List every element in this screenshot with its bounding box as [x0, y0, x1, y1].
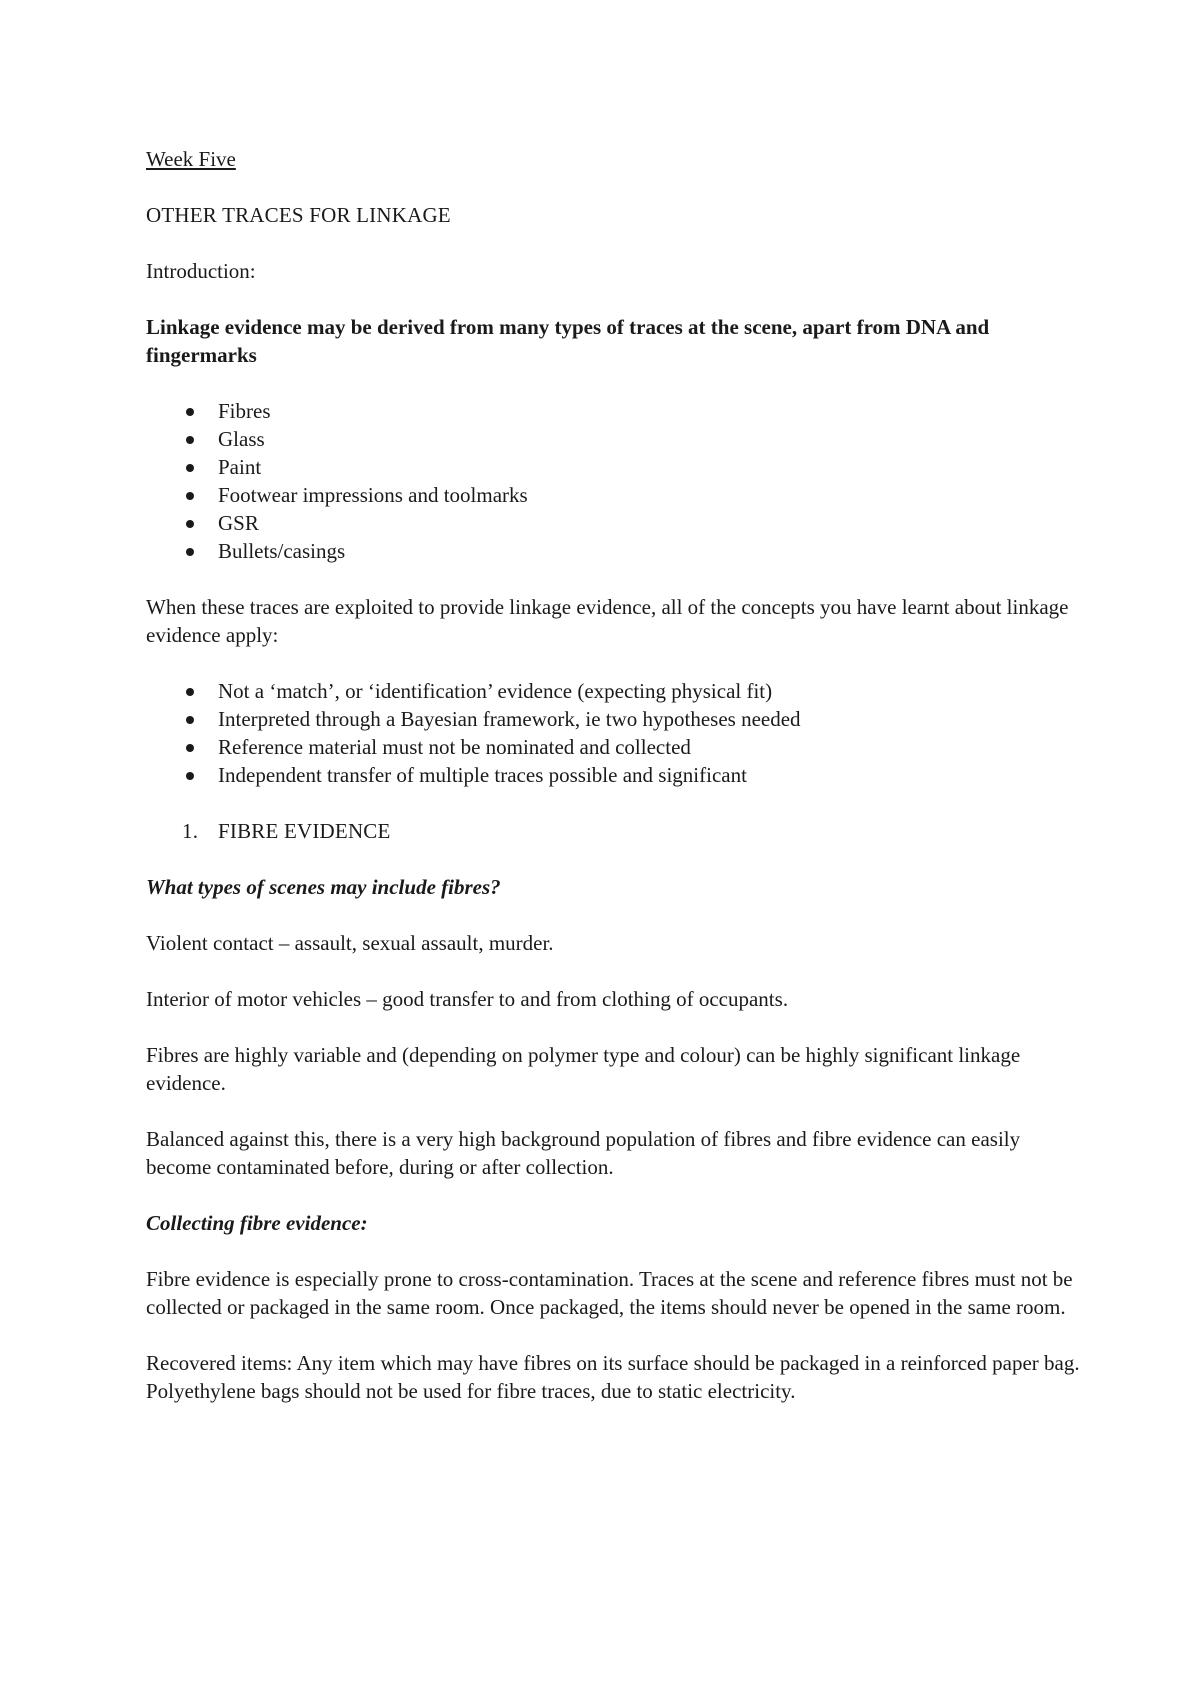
- list-item-text: GSR: [218, 511, 259, 535]
- collecting-heading: Collecting fibre evidence:: [146, 1211, 368, 1235]
- list-item: [146, 537, 1086, 565]
- question-heading: What types of scenes may include fibres?: [146, 875, 501, 899]
- list-item-text: Reference material must not be nominated and collected: [218, 735, 691, 759]
- lead-statement: Linkage evidence may be derived from many types of traces at the scene, apart from DNA and fingermarks: [146, 315, 990, 367]
- list-item-text: Footwear impressions and toolmarks: [218, 483, 528, 507]
- bullet-icon: [186, 716, 194, 724]
- section-number: 1.: [182, 819, 199, 843]
- concepts-intro: When these traces are exploited to provide linkage evidence, all of the concepts you have learnt about linkage evidence apply:: [146, 595, 1069, 647]
- bullet-icon: [186, 744, 194, 752]
- list-item-text: Not a ‘match’, or ‘identification’ evidence (expecting physical fit): [218, 679, 773, 703]
- bullet-icon: [186, 436, 194, 444]
- bullet-icon: [186, 520, 194, 528]
- list-item: [146, 481, 1086, 509]
- introduction-label: Introduction:: [146, 259, 256, 283]
- bullet-icon: [186, 548, 194, 556]
- paragraph-violent-contact: Violent contact – assault, sexual assault, murder.: [146, 931, 554, 955]
- trace-types-list: [146, 397, 1086, 565]
- list-item: [146, 761, 1086, 789]
- bullet-icon: [186, 408, 194, 416]
- paragraph-background-population: Balanced against this, there is a very high background population of fibres and fibre evidence can easily become contaminated before, during or after collection.: [146, 1127, 1021, 1179]
- concepts-list: [146, 677, 1086, 789]
- list-item: [146, 425, 1086, 453]
- paragraph-recovered-items: Recovered items: Any item which may have fibres on its surface should be packaged in a reinforced paper bag. Polyethylene bags should not be used for fibre traces, due to static electricity.: [146, 1351, 1080, 1403]
- list-item: [146, 453, 1086, 481]
- section-heading-fibre-evidence: [146, 817, 1086, 845]
- document-page: [146, 145, 1086, 1433]
- week-heading: Week Five: [146, 147, 236, 171]
- list-item-text: Glass: [218, 427, 265, 451]
- list-item-text: Paint: [218, 455, 262, 479]
- bullet-icon: [186, 688, 194, 696]
- list-item-text: Bullets/casings: [218, 539, 346, 563]
- list-item-text: Independent transfer of multiple traces possible and significant: [218, 763, 747, 787]
- document-title: OTHER TRACES FOR LINKAGE: [146, 203, 451, 227]
- paragraph-cross-contamination: Fibre evidence is especially prone to cross-contamination. Traces at the scene and reference fibres must not be collected or packaged in the same room. Once packaged, the items should never be opened in the same room.: [146, 1267, 1073, 1319]
- paragraph-fibres-variable: Fibres are highly variable and (depending on polymer type and colour) can be highly significant linkage evidence.: [146, 1043, 1021, 1095]
- list-item: [146, 677, 1086, 705]
- bullet-icon: [186, 492, 194, 500]
- bullet-icon: [186, 464, 194, 472]
- list-item: [146, 397, 1086, 425]
- list-item: [146, 509, 1086, 537]
- list-item: [146, 705, 1086, 733]
- list-item-text: Interpreted through a Bayesian framework, ie two hypotheses needed: [218, 707, 801, 731]
- bullet-icon: [186, 772, 194, 780]
- list-item-text: Fibres: [218, 399, 271, 423]
- paragraph-motor-vehicles: Interior of motor vehicles – good transfer to and from clothing of occupants.: [146, 987, 789, 1011]
- section-title: FIBRE EVIDENCE: [218, 819, 391, 843]
- list-item: [146, 733, 1086, 761]
